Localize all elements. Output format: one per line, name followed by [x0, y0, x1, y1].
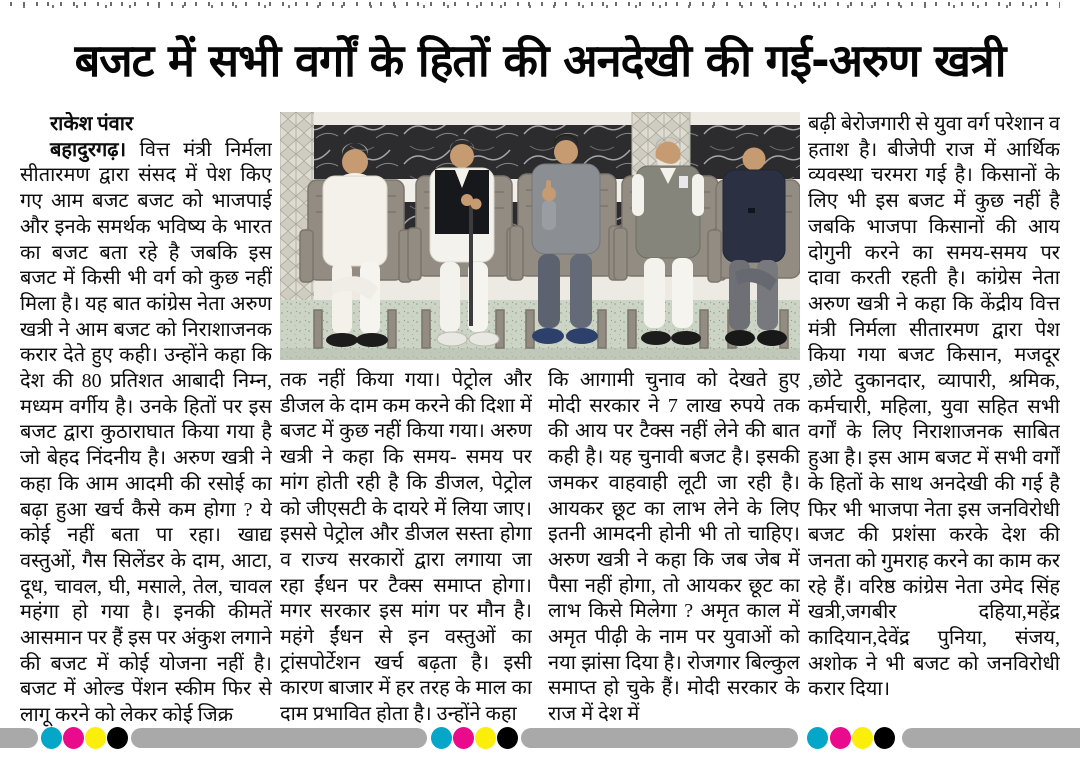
registration-bar — [521, 728, 798, 748]
text-column-3: कि आगामी चुनाव को देखते हुए मोदी सरकार ने 7 लाख रुपये तक की आय पर टैक्स नहीं लेने की बात कही है। यह चुनावी बजट है। इसकी जमकर वाहवाही लूटी जा रही है। आयकर छूट का लाभ लेने के लिए इतनी आमदनी होनी भी तो चाहिए। अरुण खत्री ने कहा कि जब जेब में पैसा नहीं होगा, तो आयकर छूट का लाभ किसे मिलेगा ? अमृत काल में अमृत पीढ़ी के नाम पर युवाओं को नया झांसा दिया है। रोजगार बिल्कुल समाप्त हो चुके हैं। मोदी सरकार के राज में देश में — [548, 369, 800, 726]
yellow-registration-dot — [475, 727, 496, 749]
magenta-registration-dot — [63, 727, 84, 749]
cyan-registration-dot — [41, 727, 62, 749]
text-column-1 — [20, 112, 272, 730]
print-registration-marks — [0, 727, 1080, 749]
dateline: बहादुरगढ़। — [50, 138, 127, 161]
news-photo — [280, 112, 800, 360]
cyan-registration-dot — [807, 727, 828, 749]
black-registration-dot — [107, 727, 128, 749]
clipped-newsprint-text-strip — [10, 1, 1060, 10]
magenta-registration-dot — [453, 727, 474, 749]
article-headline: बजट में सभी वर्गों के हितों की अनदेखी की गई-अरुण खत्री — [74, 34, 1006, 87]
article-body — [20, 112, 1060, 732]
black-registration-dot — [874, 727, 895, 749]
yellow-registration-dot — [852, 727, 873, 749]
yellow-registration-dot — [85, 727, 106, 749]
middle-section — [280, 112, 800, 732]
registration-bar — [131, 728, 427, 748]
text-column-4: बढ़ी बेरोजगारी से युवा वर्ग परेशान व हताश है। बीजेपी राज में आर्थिक व्यवस्था चरमरा गई है। किसानों के लिए भी इस बजट में कुछ नहीं है जबकि भाजपा किसानों की आय दोगुनी करने का समय-समय पर दावा करती रहती है। कांग्रेस नेता अरुण खत्री ने कहा कि केंद्रीय वित्त मंत्री निर्मला सीतारमण द्वारा पेश किया गया बजट किसान, मजदूर ,छोटे दुकानदार, व्यापारी, श्रमिक, कर्मचारी, महिला, युवा सहित सभी वर्गों के लिए निराशाजनक साबित हुआ है। इस आम बजट में सभी वर्गों के हितों के साथ अनदेखी की गई है फिर भी भाजपा नेता इस जनविरोधी बजट की प्रशंसा करके देश की जनता को गुमराह करने का काम कर रहे हैं। वरिष्ठ कांग्रेस नेता उमेद सिंह खत्री,जगबीर दहिया,महेंद्र कादियान,देवेंद्र पुनिया, संजय, अशोक ने भी बजट को जनविरोधी करार दिया। — [808, 113, 1060, 701]
registration-bar — [0, 728, 38, 748]
middle-text-columns — [280, 368, 800, 730]
column-1-text: बहादुरगढ़। वित्त मंत्री निर्मला सीतारमण द्वारा संसद में पेश किए गए आम बजट बजट को भाजपाई और इनके समर्थक भविष्य के भारत का बजट बता रहे है जबकि इस बजट में किसी भी वर्ग को कुछ नहीं मिला है। यह बात कांग्रेस नेता अरुण खत्री ने आम बजट को निराशाजनक करार देते हुए कही। उन्होंने कहा कि देश की 80 प्रतिशत आबादी निम्न, मध्यम वर्गीय है। उनके हितों पर इस बजट द्वारा कुठाराघात किया गया है जो बेहद निंदनीय है। अरुण खत्री ने कहा कि आम आदमी की रसोई का बढ़ा हुआ खर्च कैसे कम होगा ? ये कोई नहीं बता पा रहा। खाद्य वस्तुओं, गैस सिलेंडर के दाम, आटा, दूध, चावल, घी, मसाले, तेल, चावल महंगा हो गया है। इनकी कीमतें आसमान पर हैं इस पर अंकुश लगाने की बजट में कोई योजना नहीं है। बजट में ओल्ड पेंशन स्कीम फिर से लागू करने को लेकर कोई जिक्र — [20, 138, 272, 727]
cyan-registration-dot — [431, 727, 452, 749]
registration-bar — [902, 728, 1080, 748]
news-photo-illustration — [280, 112, 800, 360]
magenta-registration-dot — [830, 727, 851, 749]
black-registration-dot — [497, 727, 518, 749]
text-column-2: तक नहीं किया गया। पेट्रोल और डीजल के दाम कम करने की दिशा में बजट में कुछ नहीं किया गया। अरुण खत्री ने कहा कि समय- समय पर मांग होती रही है कि डीजल, पेट्रोल को जीएसटी के दायरे में लिया जाए। इससे पेट्रोल और डीजल सस्ता होगा व राज्य सरकारों द्वारा लगाया जा रहा ईंधन पर टैक्स समाप्त होगा। मगर सरकार इस मांग पर मौन है। महंगे ईंधन से इन वस्तुओं का ट्रांसपोर्टेशन खर्च बढ़ता है। इसी कारण बाजार में हर तरह के माल का दाम प्रभावित होता है। उन्होंने कहा — [280, 369, 532, 726]
byline: राकेश पंवार — [50, 113, 134, 135]
